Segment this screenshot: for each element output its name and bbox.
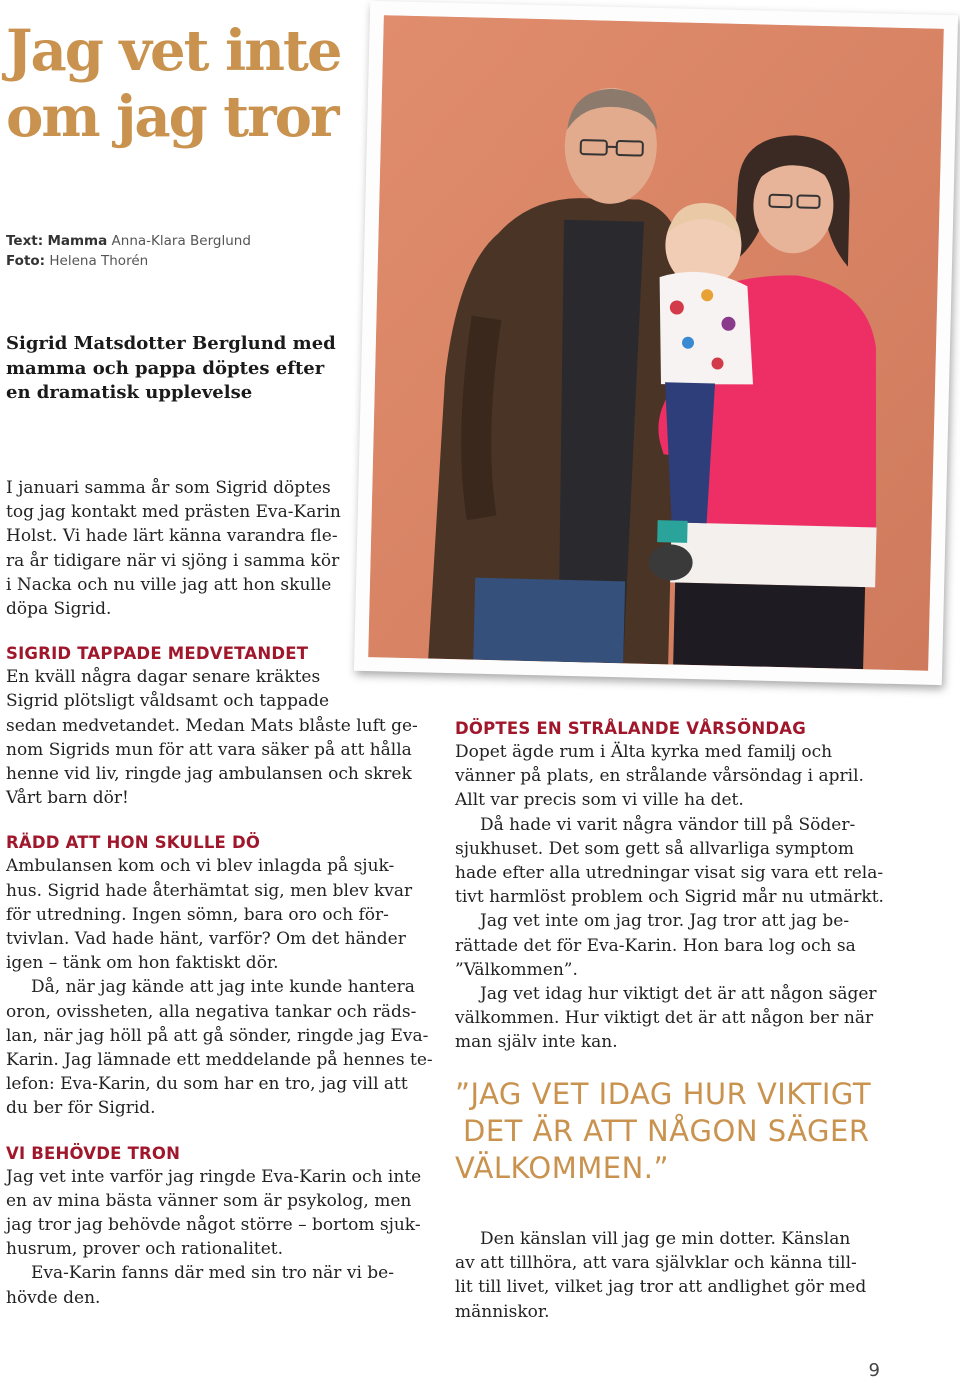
quote-line: DET ÄR ATT NÅGON SÄGER [463, 1114, 870, 1148]
section-paragraph [6, 665, 426, 810]
section-heading: SIGRID TAPPADE MEDVETANDET [6, 644, 309, 664]
text-line: i Nacka och nu ville jag att hon skulle [6, 574, 332, 595]
text-line: rättade det för Eva-Karin. Hon bara log och sa [455, 935, 856, 956]
text-line: döpa Sigrid. [6, 599, 112, 620]
page-number: 9 [868, 1360, 880, 1381]
text-line: människor. [455, 1301, 550, 1322]
text-line: tivt harmlöst problem och Sigrid mår nu utmärkt. [455, 887, 884, 908]
text-credit-role: Mamma [47, 233, 108, 249]
text-line: Vårt barn dör! [6, 788, 129, 809]
text-line: Jag vet inte varför jag ringde Eva-Karin och inte [6, 1166, 422, 1187]
text-line: Jag vet inte om jag tror. Jag tror att jag be- [480, 911, 850, 932]
text-line: En kväll några dagar senare kräktes [6, 667, 321, 688]
text-line: nom Sigrids mun för att vara säker på att hålla [6, 739, 412, 760]
text-line: lit till livet, vilket jag tror att andlighet gör med [455, 1277, 867, 1298]
text-line: man själv inte kan. [455, 1032, 618, 1053]
text-credit-label: Text: [6, 233, 44, 249]
quote-line: ”JAG VET IDAG HUR VIKTIGT [455, 1077, 872, 1111]
section-paragraph [6, 1261, 426, 1309]
text-line: jag tror jag behövde något större – bortom sjuk- [6, 1215, 421, 1236]
photo-credit [6, 251, 251, 271]
closing-paragraph [455, 1227, 895, 1324]
text-line: lan, när jag höll på att gå sönder, ringde jag Eva- [6, 1025, 429, 1046]
article-title [6, 18, 366, 150]
section-paragraph [6, 1165, 426, 1262]
section-paragraph [455, 909, 895, 982]
text-line: henne vid liv, ringde jag ambulansen och skrek [6, 764, 412, 785]
text-line: I januari samma år som Sigrid döptes [6, 478, 331, 498]
article-column-left [6, 476, 433, 1310]
text-line: igen – tänk om hon faktiskt dör. [6, 953, 279, 974]
text-line: tog jag kontakt med prästen Eva-Karin [6, 502, 341, 523]
section-heading: RÄDD ATT HON SKULLE DÖ [6, 833, 261, 853]
text-line: ra år tidigare när vi sjöng i samma kör [6, 550, 340, 571]
text-line: ”Välkommen”. [455, 959, 578, 980]
text-line: Jag vet idag hur viktigt det är att någon säger [480, 984, 877, 1005]
lead-line: mamma och pappa döptes efter [6, 357, 325, 379]
title-line: Jag vet inte [6, 18, 341, 84]
text-line: du ber för Sigrid. [6, 1098, 156, 1119]
text-line: en av mina bästa vänner som är psykolog, men [6, 1190, 412, 1211]
text-line: sjukhuset. Det som gett så allvarliga symptom [455, 838, 854, 859]
text-line: välkommen. Hur viktigt det är att någon ber när [455, 1008, 874, 1029]
text-line: husrum, prover och rationalitet. [6, 1239, 284, 1260]
text-line: Eva-Karin fanns där med sin tro när vi be- [31, 1263, 394, 1284]
section-paragraph [6, 854, 426, 975]
text-line: Ambulansen kom och vi blev inlagda på sjuk- [6, 856, 395, 877]
text-line: Karin. Jag lämnade ett meddelande på hennes te- [6, 1050, 433, 1071]
text-line: Då hade vi varit några vändor till på Söder- [480, 814, 856, 835]
text-line: för utredning. Ingen sömn, bara oro och för- [6, 904, 389, 925]
article-column-right [455, 718, 895, 1055]
photo-credit-name: Helena Thorén [49, 253, 149, 269]
section-heading: VI BEHÖVDE TRON [6, 1143, 181, 1163]
text-line: hade efter alla utredningar visat sig vara ett rela- [455, 863, 884, 884]
intro-paragraph [6, 476, 426, 621]
section-paragraph [455, 813, 895, 910]
text-line: Allt var precis som vi ville ha det. [455, 790, 744, 811]
photo-frame [354, 1, 958, 685]
text-line: lefon: Eva-Karin, du som har en tro, jag vill att [6, 1074, 408, 1095]
closing-column [455, 1227, 895, 1324]
lead-line: en dramatisk upplevelse [6, 382, 253, 403]
family-photo-illustration [368, 15, 944, 670]
photo-credit-label: Foto: [6, 253, 46, 269]
text-line: av att tillhöra, att vara självklar och känna till- [455, 1253, 857, 1274]
family-photo [368, 15, 944, 670]
text-line: tvivlan. Vad hade hänt, varför? Om det händer [6, 929, 406, 950]
text-line: hövde den. [6, 1287, 101, 1308]
text-line: Dopet ägde rum i Älta kyrka med familj och [455, 742, 833, 762]
title-line: om jag tror [6, 84, 338, 150]
section-paragraph [455, 740, 895, 813]
section-heading: DÖPTES EN STRÅLANDE VÅRSÖNDAG [455, 719, 806, 738]
text-line: Då, när jag kände att jag inte kunde hantera [31, 977, 415, 998]
text-credit [6, 231, 251, 251]
text-line: sedan medvetandet. Medan Mats blåste luft ge- [6, 715, 418, 736]
lead-line: Sigrid Matsdotter Berglund med [6, 333, 336, 354]
lead-paragraph [6, 332, 368, 406]
text-line: Den känslan vill jag ge min dotter. Känslan [480, 1229, 851, 1249]
section-paragraph [6, 975, 433, 1120]
text-line: Sigrid plötsligt våldsamt och tappade [6, 691, 330, 712]
text-line: vänner på plats, en strålande vårsöndag i april. [455, 766, 864, 787]
text-credit-name: Anna-Klara Berglund [111, 233, 251, 249]
quote-line: VÄLKOMMEN.” [455, 1151, 670, 1185]
pull-quote [455, 1076, 871, 1187]
text-line: hus. Sigrid hade återhämtat sig, men blev kvar [6, 880, 413, 901]
byline [6, 231, 251, 271]
section-paragraph [455, 982, 895, 1055]
text-line: oron, ovissheten, alla negativa tankar och räds- [6, 1001, 417, 1022]
text-line: Holst. Vi hade lärt känna varandra fle- [6, 526, 338, 547]
